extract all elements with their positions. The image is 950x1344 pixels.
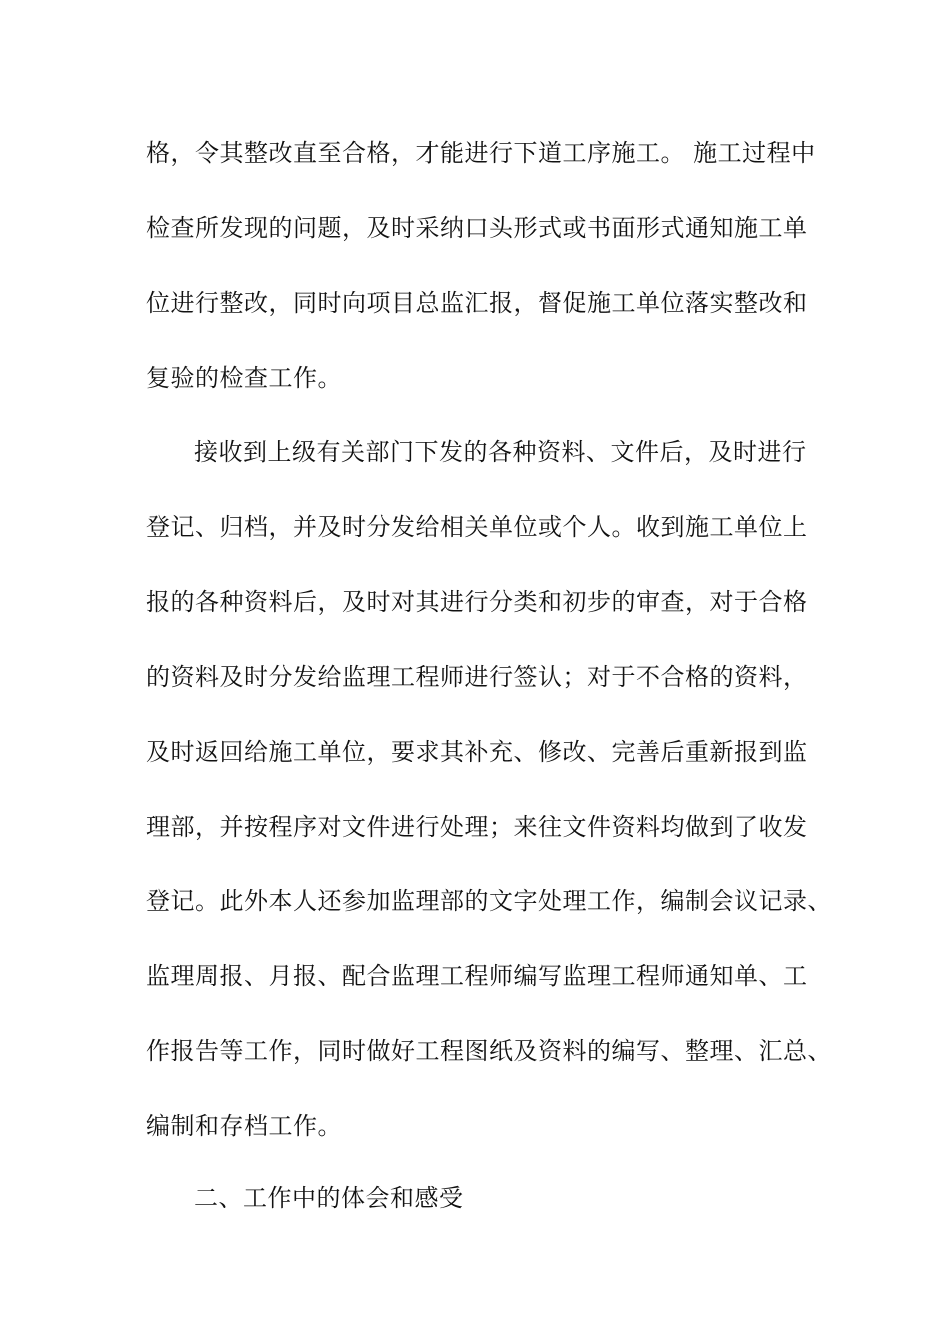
paragraph-line: 作报告等工作，同时做好工程图纸及资料的编写、整理、汇总、 — [146, 1037, 832, 1065]
paragraph-line: 格，令其整改直至合格，才能进行下道工序施工。 施工过程中 — [146, 139, 816, 167]
paragraph-line: 复验的检查工作。 — [146, 364, 342, 392]
paragraph-line: 登记。此外本人还参加监理部的文字处理工作，编制会议记录、 — [146, 887, 832, 915]
paragraph-line: 的资料及时分发给监理工程师进行签认；对于不合格的资料， — [146, 663, 808, 691]
paragraph-line: 登记、归档，并及时分发给相关单位或个人。收到施工单位上 — [146, 513, 808, 541]
paragraph-line: 编制和存档工作。 — [146, 1112, 342, 1140]
paragraph-line: 检查所发现的问题，及时采纳口头形式或书面形式通知施工单 — [146, 214, 808, 242]
paragraph-line: 接收到上级有关部门下发的各种资料、文件后，及时进行 — [194, 438, 807, 466]
paragraph-line: 位进行整改，同时向项目总监汇报，督促施工单位落实整改和 — [146, 289, 808, 317]
paragraph-line: 监理周报、月报、配合监理工程师编写监理工程师通知单、工 — [146, 962, 808, 990]
paragraph-line: 理部，并按程序对文件进行处理；来往文件资料均做到了收发 — [146, 813, 808, 841]
paragraph-line: 及时返回给施工单位，要求其补充、修改、完善后重新报到监 — [146, 738, 808, 766]
section-heading: 二、工作中的体会和感受 — [194, 1184, 464, 1212]
paragraph-line: 报的各种资料后，及时对其进行分类和初步的审查，对于合格 — [146, 588, 808, 616]
